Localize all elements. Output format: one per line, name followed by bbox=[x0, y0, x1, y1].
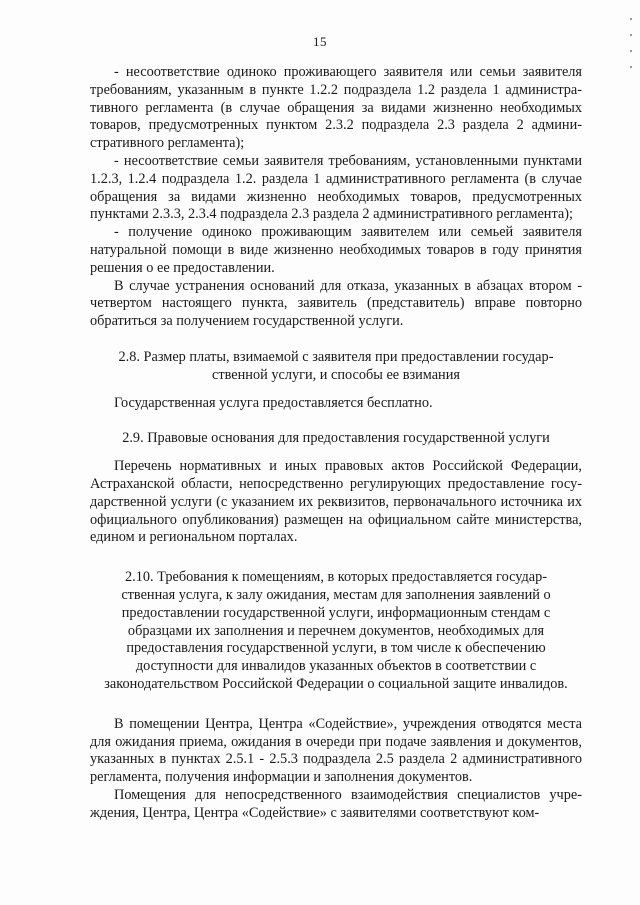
paragraph-waiting-areas: В помещении Центра, Центра «Содействие», учреждения отводятся места для ожидания приема, ожидания в очереди при подаче заявления и документов, указанных в пунктах 2.5.1 - 2.5.3 подраздела 2.5 раздела 2 административного регламента, получения информации и заполнения документов. bbox=[90, 715, 582, 786]
paragraph-nonconformity-single: - несоответствие одиноко проживающего заявителя или семьи заявителя требованиям, указанным в пункте 1.2.2 подраздела 1.2 раздела 1 административного регламента (в случае обращения за видами жизненно необходимых товаров, предусмотренных пунктом 2.3.2 подраздела 2.3 раздела 2 административного регламента); bbox=[90, 64, 582, 152]
paragraph-nonconformity-family: - несоответствие семьи заявителя требованиям, установленными пунктами 1.2.3, 1.2.4 подраздела 1.2. раздела 1 административного регламента (в случае обращения за видами жизненно необходимых товаров, предусмотренных пунктами 2.3.3, 2.3.4 подраздела 2.3 раздела 2 административного регламента); bbox=[90, 152, 582, 223]
paragraph-free-service: Государственная услуга предоставляется бесплатно. bbox=[114, 394, 433, 411]
section-heading-2-8: 2.8. Размер платы, взимаемой с заявителя при предоставлении государственной услуги, и способы ее взимания bbox=[118, 348, 554, 383]
paragraph-premises: Помещения для непосредственного взаимодействия специалистов учреждения, Центра, Центра «Содействие» с заявителями соответствуют ком- bbox=[90, 786, 582, 821]
paragraph-legal-acts: Перечень нормативных и иных правовых актов Российской Федерации, Астраханской области, непосредственно регулирующих предоставление государственной услуги (с указанием их реквизитов, первоначального источника их официального опубликования) размещен на официальном сайте министерства, едином и региональном порталах. bbox=[90, 458, 582, 546]
page-number: 15 bbox=[313, 34, 327, 49]
scan-edge-marks bbox=[630, 18, 634, 108]
document-body bbox=[90, 64, 582, 822]
section-heading-2-9: 2.9. Правовые основания для предоставления государственной услуги bbox=[122, 430, 550, 447]
section-heading-2-10: 2.10. Требования к помещениям, в которых предоставляется государственная услуга, к залу ожидания, местам для заполнения заявлений о предоставлении государственной услуги, информационным стендам с образцами их заполнения и перечнем документов, необходимых для предоставления государственной услуги, в том числе к обеспечению доступности для инвалидов указанных объектов в соответствии с законодательством Российской Федерации о социальной защите инвалидов. bbox=[104, 569, 568, 692]
paragraph-received-aid: - получение одиноко проживающим заявителем или семьей заявителя натуральной помощи в виде жизненно необходимых товаров в году принятия решения о ее предоставлении. bbox=[90, 224, 582, 276]
paragraph-reapply: В случае устранения оснований для отказа, указанных в абзацах втором - четвертом настоящего пункта, заявитель (представитель) вправе повторно обратиться за получением государственной услуги. bbox=[90, 277, 582, 330]
